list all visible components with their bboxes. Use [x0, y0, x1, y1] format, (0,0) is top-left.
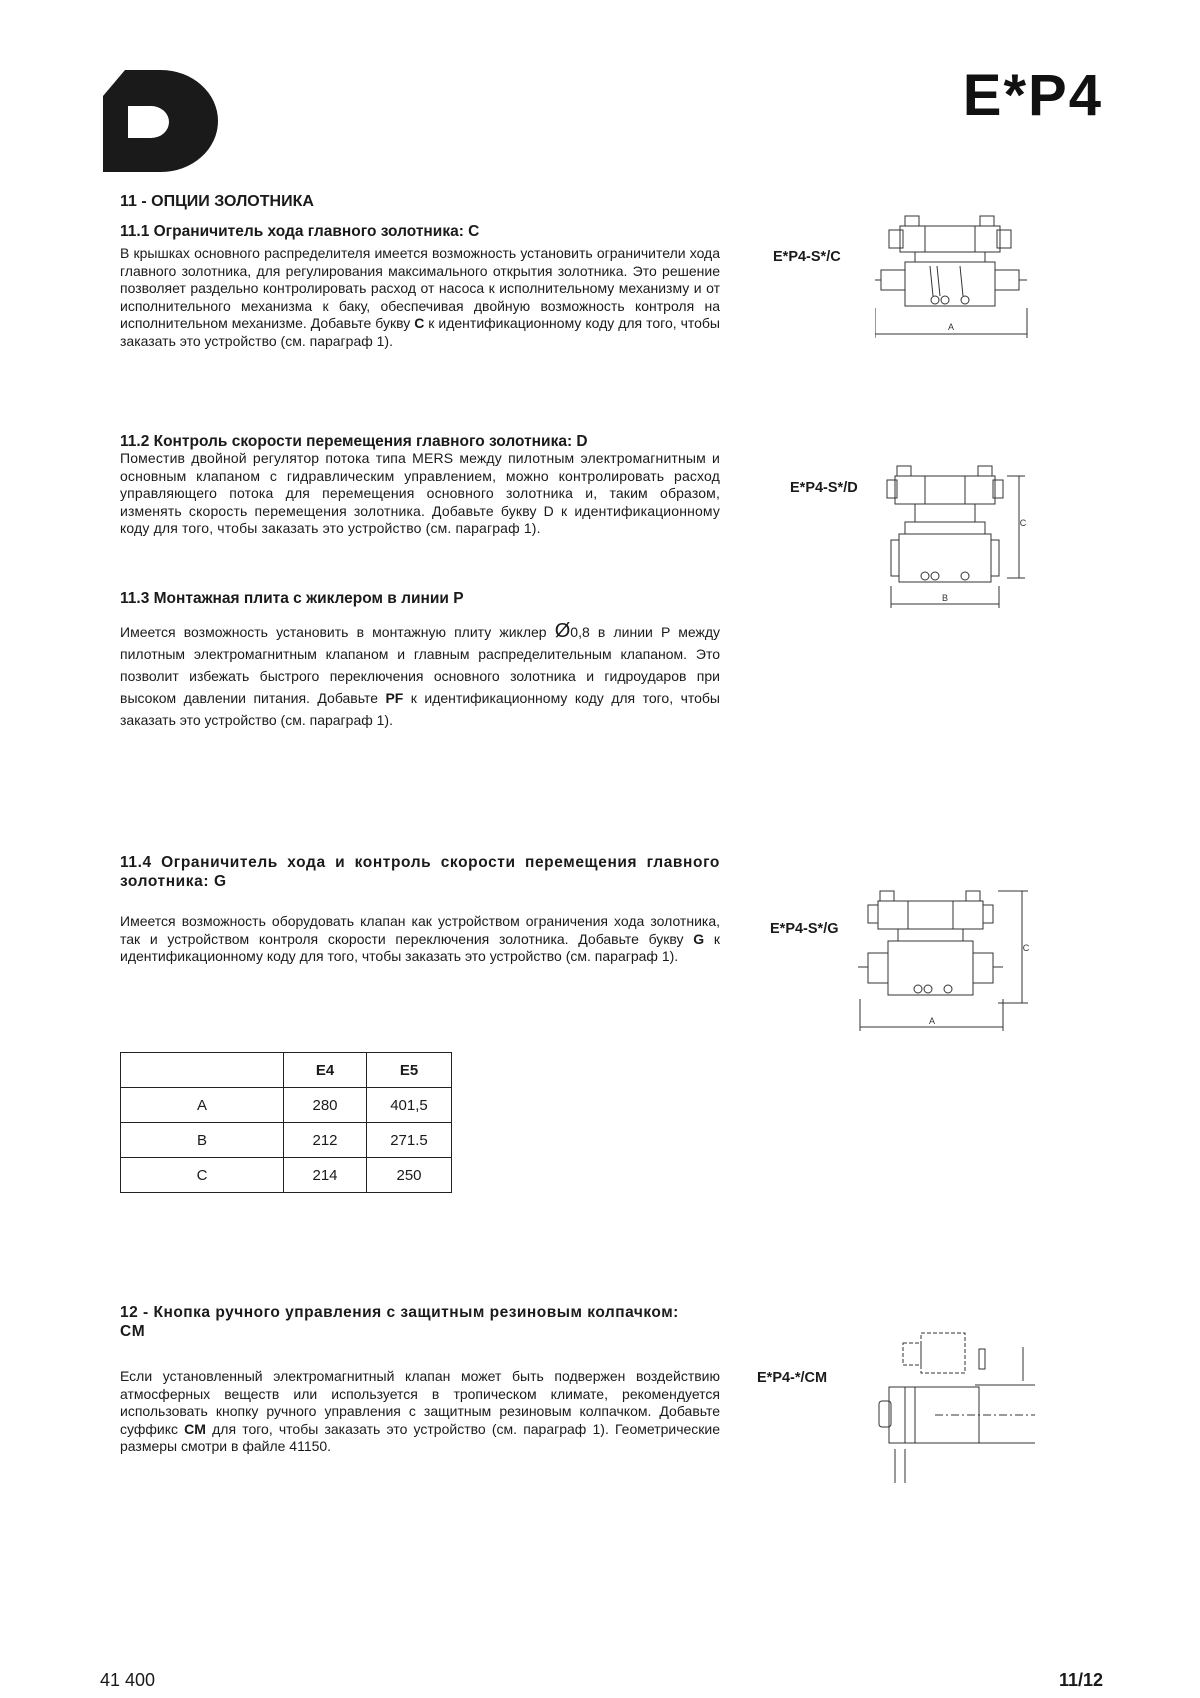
table-cell: 271.5 [367, 1123, 452, 1158]
section-12-text: Если установленный электромагнитный клапан может быть подвержен воздействию атмосферных веществ или используется в тропическом климате, рекомендуется использовать кнопку ручного управления с защитным резиновым колпачком. Добавьте суффикс CM для того, чтобы заказать это устройство (см. параграф 1). Геометрические размеры смотри в файле 41150. [120, 1368, 721, 1454]
table-header-cell [121, 1053, 284, 1088]
table-header-row [121, 1053, 452, 1088]
section-11-3-title: 11.3 Монтажная плита с жиклером в линии P [120, 590, 464, 607]
document-number: 41 400 [100, 1670, 156, 1690]
section-11-4-title: 11.4 Ограничитель хода и контроль скорости перемещения главного золотника: G [120, 854, 720, 890]
table-cell: 214 [284, 1158, 367, 1193]
table-cell: 401,5 [367, 1088, 452, 1123]
section-11-4-text: Имеется возможность оборудовать клапан как устройством ограничения хода золотника, так и устройством контроля скорости переключения золотника. Добавьте букву G к идентификационному коду для того, чтобы заказать это устройство (см. параграф 1). [120, 913, 720, 964]
section-11-2-text: Поместив двойной регулятор потока типа MERS между пилотным электромагнитным и основным клапаном с гидравлическим управлением, можно контролировать расход управляющего потока для перемещения основного золотника и, таким образом, изменять скорость перемещения золотника. Добавьте букву D к идентификационному коду для того, чтобы заказать это устройство (см. параграф 1). [120, 450, 720, 536]
table-cell: A [121, 1088, 284, 1123]
table-cell: 280 [284, 1088, 367, 1123]
figure-label-cm: E*P4-*/CM [757, 1370, 828, 1386]
table-row [121, 1123, 452, 1158]
manual-override-drawing-cm [875, 1325, 1035, 1485]
section-11-1-text: В крышках основного распределителя имеется возможность установить ограничители хода главного золотника, для регулирования максимального открытия золотника. Это решение позволяет раздельно контролировать расход от насоса к исполнительному механизму и от исполнительного механизма к баку, обеспечивая двойную возможность контроля на исполнительном механизме. Добавьте букву C к идентификационному коду для того, чтобы заказать это устройство (см. параграф 1). [120, 245, 720, 349]
figure-label-c: E*P4-S*/C [773, 249, 841, 265]
dim-b-label-d: B [941, 593, 949, 603]
dim-a-label-g: A [928, 1016, 936, 1026]
table-row [121, 1088, 452, 1123]
valve-drawing-d [885, 462, 1030, 612]
table-header-cell: E4 [284, 1053, 367, 1088]
table-header-cell: E5 [367, 1053, 452, 1088]
duplomatic-logo-icon [103, 70, 218, 172]
dimensions-table [120, 1052, 452, 1193]
table-row [121, 1158, 452, 1193]
section-11-1-title: 11.1 Ограничитель хода главного золотника: С [120, 223, 480, 240]
table-cell: 250 [367, 1158, 452, 1193]
figure-label-g: E*P4-S*/G [770, 921, 839, 937]
section-11-3-text: Имеется возможность установить в монтажную плиту жиклер Ø0,8 в линии P между пилотным электромагнитным клапаном и главным распределительным клапаном. Это позволит избежать быстрого переключения основного золотника и гидроударов при высоком давлении питания. Добавьте PF к идентификационному коду для того, чтобы заказать это устройство (см. параграф 1). [120, 620, 720, 728]
section-12-title: 12 - Кнопка ручного управления с защитным резиновым колпачком: CM [120, 1304, 679, 1340]
section-11-title: 11 - ОПЦИИ ЗОЛОТНИКА [120, 193, 314, 210]
table-cell: B [121, 1123, 284, 1158]
valve-drawing-c [875, 208, 1030, 343]
section-11-2-title: 11.2 Контроль скорости перемещения главного золотника: D [120, 433, 588, 450]
dim-c-label-d: C [1019, 518, 1027, 528]
table-cell: C [121, 1158, 284, 1193]
document-code-title: E*P4 [962, 63, 1103, 128]
page-number: 11/12 [1058, 1670, 1103, 1690]
dim-a-label-c: A [947, 322, 955, 332]
figure-label-d: E*P4-S*/D [790, 480, 858, 496]
table-cell: 212 [284, 1123, 367, 1158]
dim-c-label-g: C [1022, 943, 1030, 953]
valve-drawing-g [858, 885, 1033, 1035]
